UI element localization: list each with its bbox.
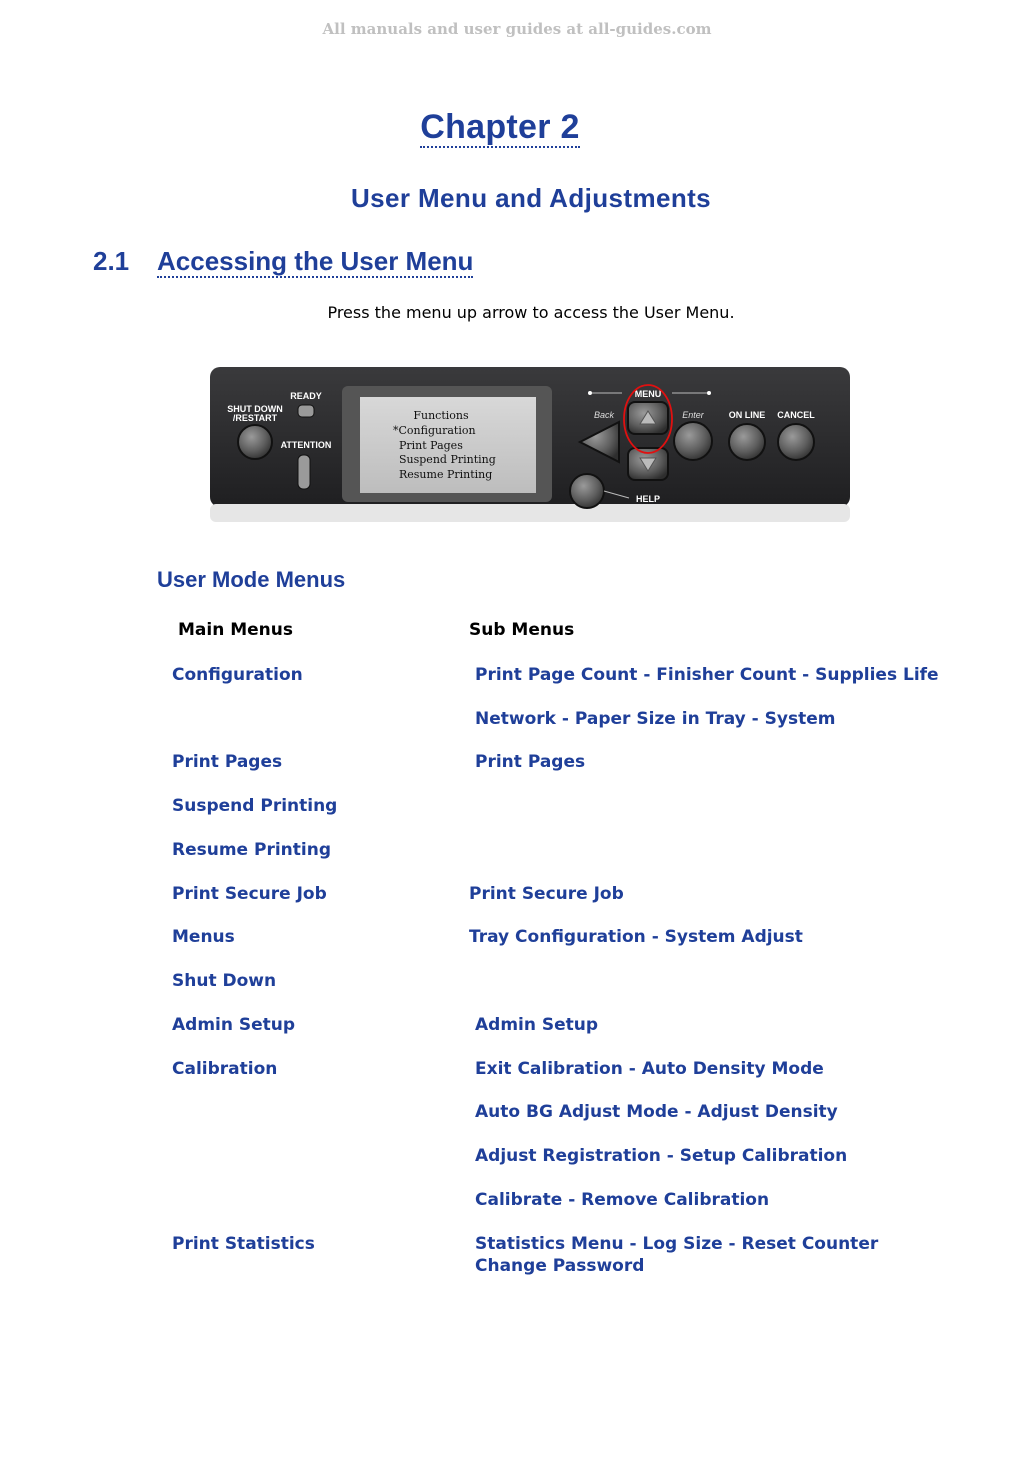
menu-label: MENU <box>634 389 662 399</box>
main-menu-item[interactable]: Admin Setup <box>172 1015 296 1035</box>
lcd-line: Suspend Printing <box>399 453 496 466</box>
sub-menu-item[interactable]: Print Secure Job <box>469 884 624 904</box>
chapter-subtitle: User Menu and Adjustments <box>350 183 712 213</box>
main-menus-header: Main Menus <box>178 620 294 640</box>
main-menu-item[interactable]: Print Secure Job <box>172 884 327 904</box>
operator-panel-svg <box>207 364 857 530</box>
online-button <box>729 424 765 460</box>
sub-menu-item[interactable]: Tray Configuration - System Adjust <box>469 927 803 947</box>
lcd-line: Print Pages <box>399 439 463 452</box>
sub-menu-item[interactable]: Print Pages <box>475 752 586 772</box>
chapter-heading <box>0 108 1000 147</box>
intro-text: Press the menu up arrow to access the User Menu. <box>327 303 735 322</box>
main-menu-item[interactable]: Suspend Printing <box>172 796 338 816</box>
sub-menu-item[interactable]: Adjust Registration - Setup Calibration <box>475 1146 848 1166</box>
sub-menu-item[interactable]: Statistics Menu - Log Size - Reset Counter <box>475 1234 879 1254</box>
sub-menu-item[interactable]: Exit Calibration - Auto Density Mode <box>475 1059 824 1079</box>
attention-label: ATTENTION <box>280 440 332 450</box>
watermark: All manuals and user guides at all-guides.com <box>322 20 712 38</box>
sub-menu-item[interactable]: Change Password <box>475 1256 645 1276</box>
operator-panel-illustration <box>207 364 857 530</box>
sub-menus-header: Sub Menus <box>469 620 575 640</box>
svg-text:/RESTART: /RESTART <box>232 413 278 423</box>
enter-label: Enter <box>682 410 704 420</box>
lcd-line: Resume Printing <box>399 468 493 481</box>
attention-led <box>298 455 310 489</box>
sub-menu-item[interactable]: Network - Paper Size in Tray - System <box>475 709 836 729</box>
online-label: ON LINE <box>728 410 766 420</box>
sub-menu-item[interactable]: Calibrate - Remove Calibration <box>475 1190 770 1210</box>
cancel-button <box>778 424 814 460</box>
lcd-line: Functions <box>413 409 469 422</box>
back-label: Back <box>593 410 615 420</box>
lcd-line: *Configuration <box>393 424 476 437</box>
main-menu-item[interactable]: Print Pages <box>172 752 283 772</box>
main-menu-item[interactable]: Menus <box>172 927 235 947</box>
sub-menu-item[interactable]: Auto BG Adjust Mode - Adjust Density <box>475 1102 838 1122</box>
chapter-title[interactable]: Chapter 2 <box>420 108 580 146</box>
help-label: HELP <box>635 494 661 504</box>
section-title[interactable]: Accessing the User Menu <box>157 246 474 276</box>
ready-led <box>298 405 314 417</box>
main-menu-item[interactable]: Print Statistics <box>172 1234 315 1254</box>
help-button <box>570 474 604 508</box>
ready-label: READY <box>290 391 322 401</box>
sub-menu-item[interactable]: Admin Setup <box>475 1015 599 1035</box>
cancel-label: CANCEL <box>777 410 815 420</box>
main-menu-item[interactable]: Shut Down <box>172 971 277 991</box>
shutdown-label: SHUT DOWN <box>227 404 283 414</box>
main-menu-item[interactable]: Calibration <box>172 1059 278 1079</box>
main-menu-item[interactable]: Configuration <box>172 665 303 685</box>
main-menu-item[interactable]: Resume Printing <box>172 840 332 860</box>
shutdown-button <box>238 425 272 459</box>
enter-button <box>674 422 712 460</box>
user-mode-menus-heading: User Mode Menus <box>157 567 346 592</box>
sub-menu-item[interactable]: Print Page Count - Finisher Count - Supplies Life <box>475 665 939 685</box>
section-number: 2.1 <box>93 246 130 276</box>
